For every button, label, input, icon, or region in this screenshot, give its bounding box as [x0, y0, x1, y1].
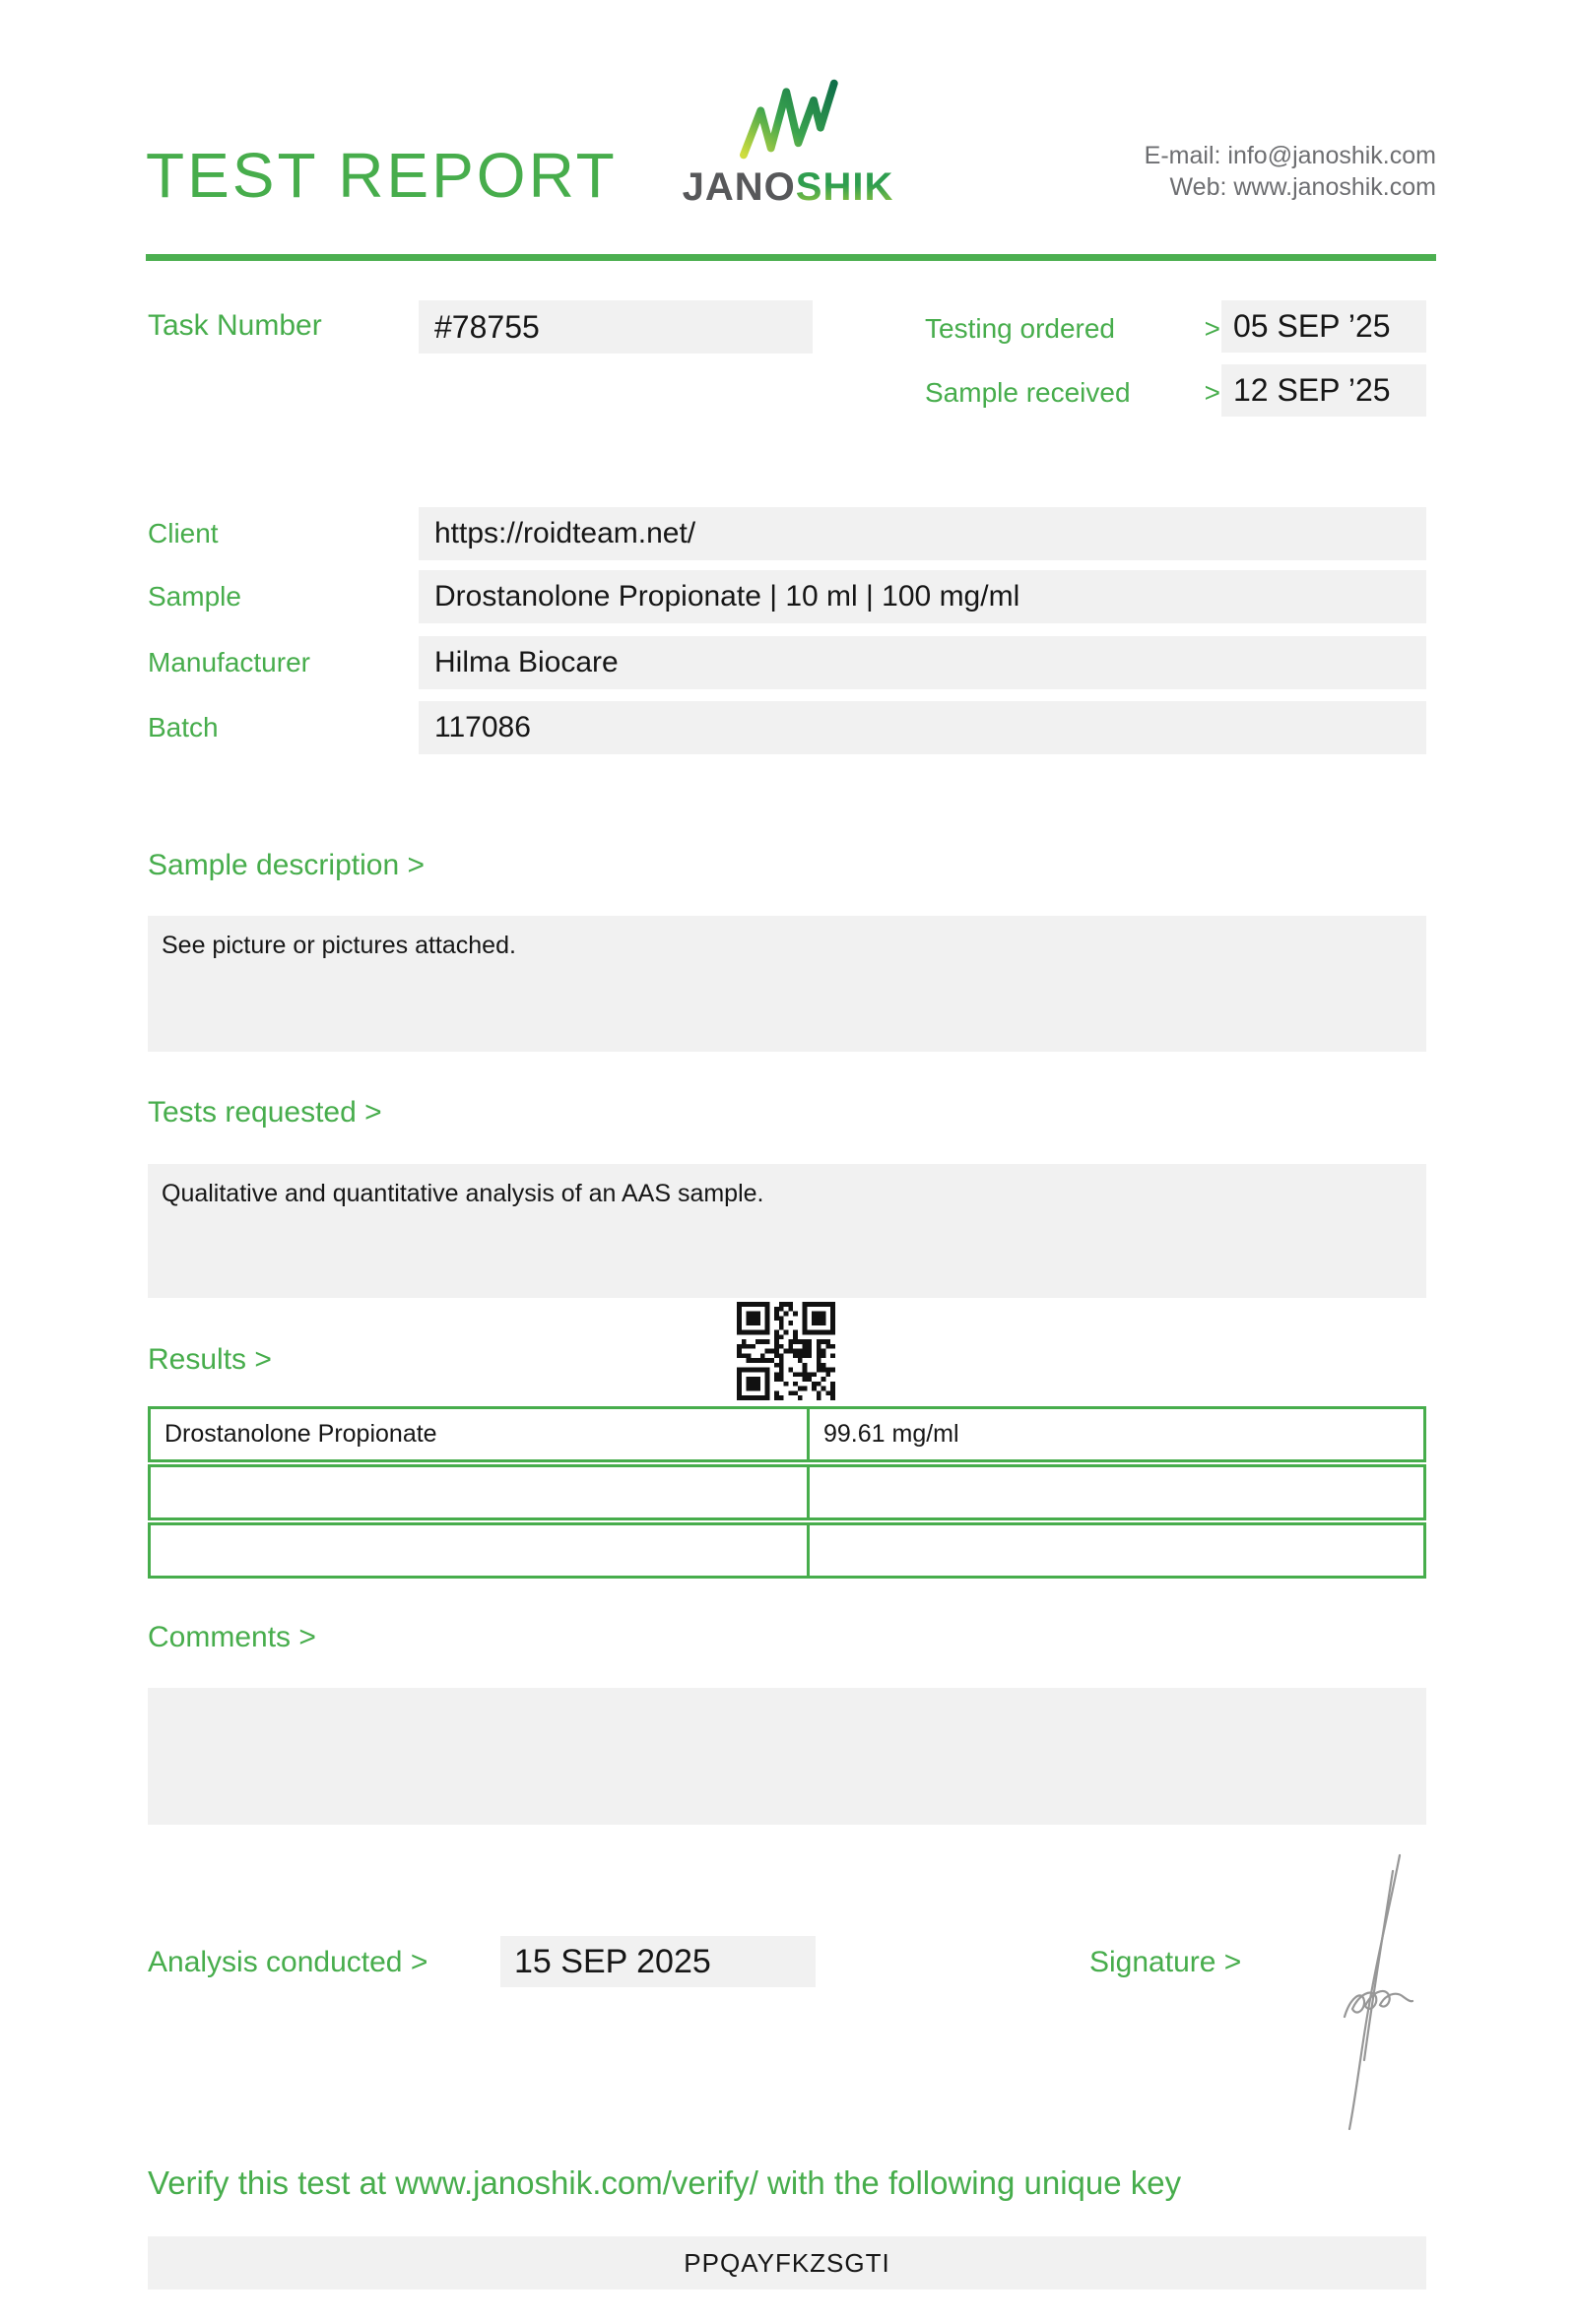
logo-wordmark — [680, 165, 896, 209]
qr-code — [737, 1302, 835, 1400]
detail-row-sample — [148, 570, 1426, 623]
result-value: 99.61 mg/ml — [823, 1420, 959, 1448]
arrow-icon: > — [1204, 377, 1220, 408]
header-divider — [146, 254, 1436, 261]
tests-requested-heading: Tests requested > — [148, 1096, 382, 1129]
batch-label: Batch — [148, 712, 219, 742]
comments-box — [148, 1688, 1426, 1825]
result-substance — [151, 1467, 810, 1517]
testing-ordered-label: Testing ordered > — [925, 313, 1220, 344]
sample-label: Sample — [148, 581, 241, 612]
analysis-conducted-label: Analysis conducted > — [148, 1946, 428, 1978]
client-label: Client — [148, 518, 219, 549]
sample-received-date: 12 SEP ’25 — [1221, 364, 1426, 417]
sample-received-label: Sample received > — [925, 377, 1220, 408]
result-value — [810, 1525, 1423, 1576]
contact-web: Web: www.janoshik.com — [1169, 173, 1436, 201]
sample-value: Drostanolone Propionate | 10 ml | 100 mg/ml — [419, 570, 1426, 623]
results-table — [148, 1406, 1426, 1581]
manufacturer-value: Hilma Biocare — [419, 636, 1426, 689]
signature-scribble — [1315, 1849, 1433, 2135]
manufacturer-label: Manufacturer — [148, 647, 310, 678]
sample-description-box: See picture or pictures attached. — [148, 916, 1426, 1052]
detail-row-batch — [148, 701, 1426, 754]
verify-instruction: Verify this test at www.janoshik.com/verify/ with the following unique key — [148, 2164, 1182, 2201]
analysis-conducted-date: 15 SEP 2025 — [500, 1936, 816, 1987]
result-value — [810, 1467, 1423, 1517]
contact-info — [1145, 140, 1436, 203]
contact-email: E-mail: info@janoshik.com — [1144, 142, 1436, 169]
testing-ordered-date: 05 SEP ’25 — [1221, 300, 1426, 353]
table-row — [148, 1406, 1426, 1462]
unique-key: PPQAYFKZSGTI — [148, 2236, 1426, 2290]
sample-description-heading: Sample description > — [148, 849, 425, 881]
task-number-label: Task Number — [148, 309, 322, 342]
comments-heading: Comments > — [148, 1621, 316, 1653]
client-value: https://roidteam.net/ — [419, 507, 1426, 560]
result-substance: Drostanolone Propionate — [151, 1409, 810, 1459]
table-row — [148, 1522, 1426, 1579]
detail-row-client — [148, 507, 1426, 560]
result-substance — [151, 1525, 810, 1576]
page-title: TEST REPORT — [146, 140, 618, 211]
rising-chart-icon — [737, 79, 839, 160]
logo-shik: SHIK — [795, 165, 894, 209]
signature-label: Signature > — [1089, 1946, 1242, 1978]
table-row — [148, 1464, 1426, 1520]
arrow-icon: > — [1204, 313, 1220, 344]
tests-requested-box: Qualitative and quantitative analysis of an AAS sample. — [148, 1164, 1426, 1298]
detail-row-manufacturer — [148, 636, 1426, 689]
logo-jano: JANO — [682, 165, 796, 209]
batch-value: 117086 — [419, 701, 1426, 754]
results-heading: Results > — [148, 1343, 272, 1376]
task-number-value: #78755 — [419, 300, 813, 354]
